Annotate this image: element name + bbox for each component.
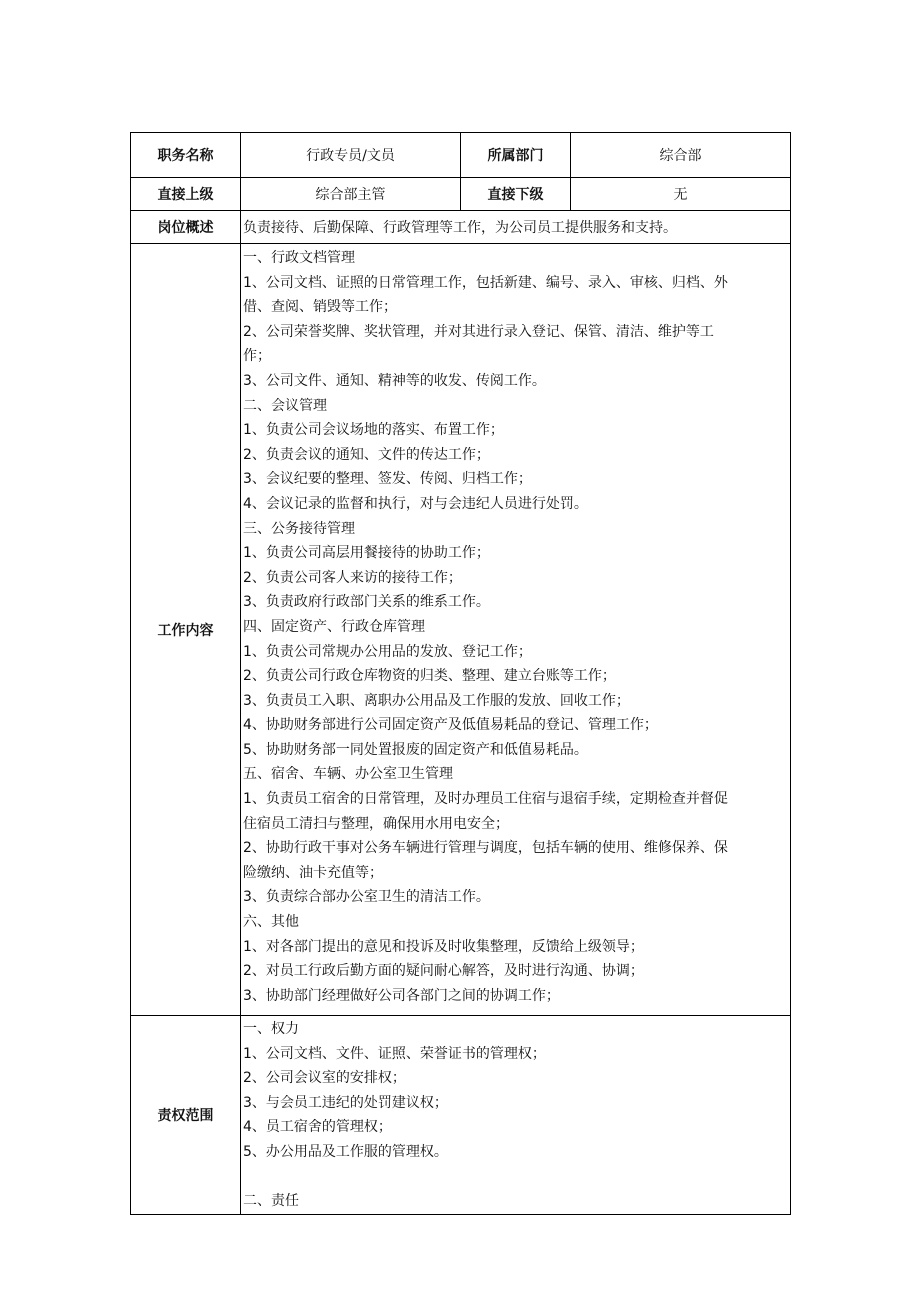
subordinate-label: 直接下级 (461, 178, 571, 211)
work-line: 住宿员工清扫与整理，确保用水用电安全； (243, 815, 509, 832)
work-line: 四、固定资产、行政仓库管理 (243, 618, 425, 635)
work-line: 2、负责公司客人来访的接待工作； (243, 569, 462, 586)
rights-line: 1、公司文档、文件、证照、荣誉证书的管理权； (243, 1045, 546, 1062)
position-value: 行政专员/文员 (241, 133, 461, 178)
work-line: 1、负责员工宿舍的日常管理，及时办理员工住宿与退宿手续，定期检查并督促 (243, 791, 728, 808)
rights-label: 责权范围 (131, 1016, 241, 1215)
position-row (131, 133, 791, 178)
work-line: 五、宿舍、车辆、办公室卫生管理 (243, 766, 453, 783)
work-line: 2、对员工行政后勤方面的疑问耐心解答，及时进行沟通、协调； (243, 963, 644, 980)
work-line: 2、负责会议的通知、文件的传达工作； (243, 446, 490, 463)
rights-line: 4、员工宿舍的管理权； (243, 1119, 392, 1136)
superior-row (131, 178, 791, 211)
superior-value: 综合部主管 (241, 178, 461, 211)
work-line: 3、负责政府行政部门关系的维系工作。 (243, 594, 490, 611)
rights-line: 5、办公用品及工作服的管理权。 (243, 1143, 448, 1160)
work-line: 3、负责综合部办公室卫生的清洁工作。 (243, 889, 490, 906)
work-line: 2、公司荣誉奖牌、奖状管理，并对其进行录入登记、保管、清洁、维护等工 (243, 323, 714, 340)
blank-line (243, 1165, 790, 1190)
job-description-table (130, 132, 791, 1215)
rights-lines (243, 1016, 790, 1214)
work-content-text (241, 244, 791, 1016)
overview-label: 岗位概述 (131, 211, 241, 244)
position-label: 职务名称 (131, 133, 241, 178)
work-line: 3、公司文件、通知、精神等的收发、传阅工作。 (243, 372, 546, 389)
work-line: 1、对各部门提出的意见和投诉及时收集整理，反馈给上级领导； (243, 938, 644, 955)
work-line: 二、会议管理 (243, 397, 327, 414)
work-line: 险缴纳、油卡充值等； (243, 864, 383, 881)
work-line: 4、协助财务部进行公司固定资产及低值易耗品的登记、管理工作； (243, 717, 658, 734)
overview-row (131, 211, 791, 244)
work-line: 3、协助部门经理做好公司各部门之间的协调工作； (243, 987, 560, 1004)
work-line: 2、负责公司行政仓库物资的归类、整理、建立台账等工作； (243, 668, 616, 685)
overview-value: 负责接待、后勤保障、行政管理等工作，为公司员工提供服务和支持。 (241, 211, 791, 244)
work-line: 1、负责公司会议场地的落实、布置工作； (243, 422, 504, 439)
work-line: 三、公务接待管理 (243, 520, 355, 537)
work-line: 4、会议记录的监督和执行，对与会违纪人员进行处罚。 (243, 495, 588, 512)
work-line: 一、行政文档管理 (243, 250, 355, 266)
rights-text (241, 1016, 791, 1215)
rights-line: 3、与会员工违纪的处罚建议权； (243, 1094, 448, 1111)
superior-label: 直接上级 (131, 178, 241, 211)
work-content-label: 工作内容 (131, 244, 241, 1016)
work-line: 六、其他 (243, 914, 299, 931)
work-line: 1、负责公司高层用餐接待的协助工作； (243, 545, 490, 562)
work-content-row (131, 244, 791, 1016)
responsibility-heading: 二、责任 (243, 1193, 299, 1210)
rights-line: 2、公司会议室的安排权； (243, 1070, 406, 1087)
work-line: 3、负责员工入职、离职办公用品及工作服的发放、回收工作； (243, 692, 630, 709)
rights-row (131, 1016, 791, 1215)
work-line: 1、负责公司常规办公用品的发放、登记工作； (243, 643, 532, 660)
work-line: 作； (243, 348, 271, 365)
department-label: 所属部门 (461, 133, 571, 178)
work-line: 1、公司文档、证照的日常管理工作，包括新建、编号、录入、审核、归档、外 (243, 274, 728, 291)
work-line: 5、协助财务部一同处置报废的固定资产和低值易耗品。 (243, 741, 588, 758)
work-line: 2、协助行政干事对公务车辆进行管理与调度，包括车辆的使用、维修保养、保 (243, 840, 728, 857)
subordinate-value: 无 (571, 178, 791, 211)
work-line: 借、查阅、销毁等工作； (243, 299, 397, 316)
rights-line: 一、权力 (243, 1021, 299, 1037)
work-content-lines (243, 244, 790, 1008)
work-line: 3、会议纪要的整理、签发、传阅、归档工作； (243, 471, 532, 488)
department-value: 综合部 (571, 133, 791, 178)
